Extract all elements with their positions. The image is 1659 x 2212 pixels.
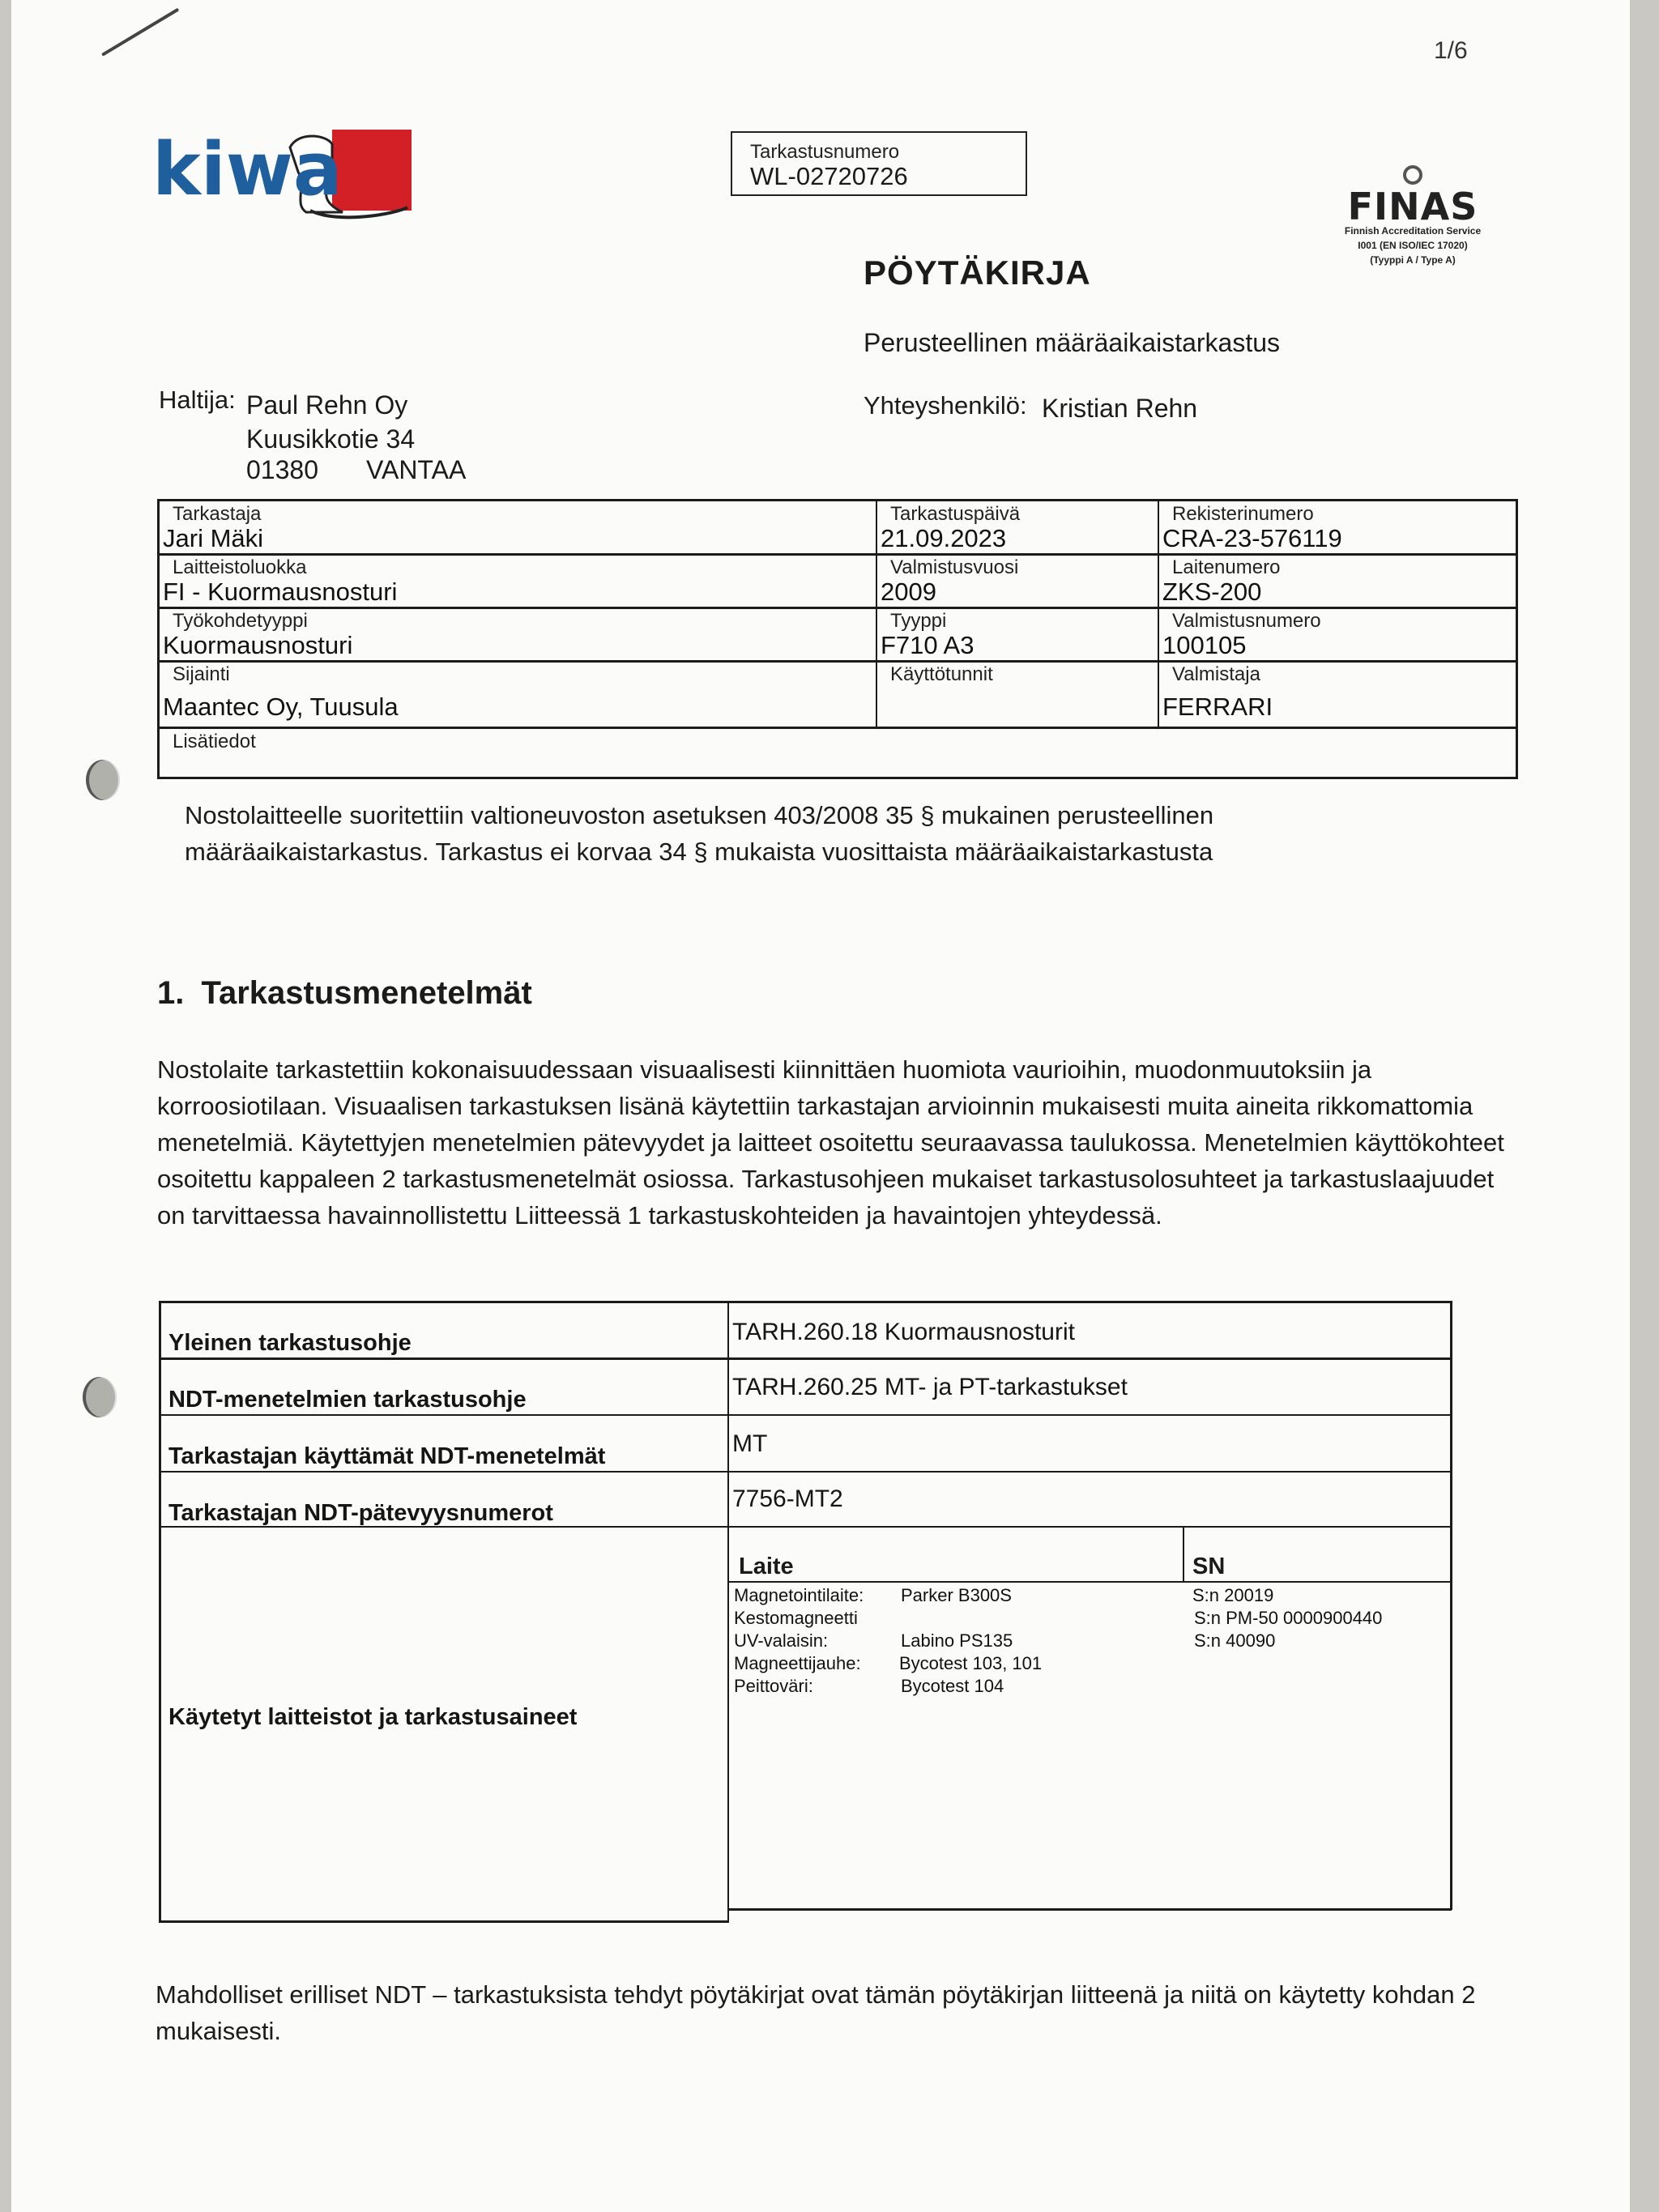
finas-type: (Tyyppi A / Type A) [1370,254,1456,266]
type-cell [877,608,1158,660]
hours-label: Käyttötunnit [890,663,993,685]
device-name: Peittoväri: [734,1676,813,1696]
finas-wordmark: FINAS [1347,185,1478,228]
hours-cell [877,662,1158,727]
year-value: 2009 [881,578,936,606]
ndt-methods-value: MT [732,1430,768,1457]
document-title: PÖYTÄKIRJA [864,254,1091,292]
inspection-number-box [731,131,1027,196]
class-cell [160,555,876,607]
general-guide-label: Yleinen tarkastusohje [168,1330,412,1356]
holder-postcode: 01380 [246,455,318,484]
ndt-qualification-value: 7756-MT2 [732,1485,843,1512]
class-label: Laitteistoluokka [173,556,307,578]
device-name: UV-valaisin: [734,1630,829,1651]
date-label: Tarkastuspäivä [890,503,1021,525]
device-no-cell [1159,555,1516,607]
page-number: 1/6 [1434,37,1468,64]
document-subtitle: Perusteellinen määräaikaistarkastus [864,328,1281,357]
equipment-label: Käytetyt laitteistot ja tarkastusaineet [168,1704,578,1730]
pen-mark [101,8,179,57]
finas-logo [1328,162,1498,275]
intro-paragraph: Nostolaitteelle suoritettiin valtioneuvoston asetuksen 403/2008 35 § mukainen perusteellinen määräaikaistarkastus. Tarkastus ei korvaa 34 § mukaista vuosittaista määräaikaistarkastusta [185,801,1214,866]
punch-hole-top [86,760,120,800]
extra-info-label: Lisätiedot [173,731,256,752]
device-model: Bycotest 104 [901,1676,1004,1696]
device-sn: S:n PM-50 0000900440 [1194,1608,1383,1628]
device-name: Magneettijauhe: [734,1653,861,1673]
punch-hole-bottom [83,1377,117,1417]
holder-street: Kuusikkotie 34 [246,424,416,454]
kiwa-logo [152,123,420,220]
location-cell [160,662,876,727]
holder-name: Paul Rehn Oy [246,390,408,420]
device-no-value: ZKS-200 [1162,578,1262,606]
device-header: Laite [739,1554,794,1579]
finas-accreditation-code: I001 (EN ISO/IEC 17020) [1358,240,1468,251]
contact-label: Yhteyshenkilö: [864,391,1027,420]
inspection-number-label: Tarkastusnumero [750,141,900,163]
reg-cell [1159,501,1516,553]
ndt-guide-value: TARH.260.25 MT- ja PT-tarkastukset [732,1374,1128,1400]
extra-info-cell [160,729,1516,779]
device-model: Labino PS135 [901,1630,1013,1651]
ndt-qualification-label: Tarkastajan NDT-pätevyysnumerot [168,1500,553,1526]
type-label: Tyyppi [890,610,947,632]
worktype-label: Työkohdetyyppi [173,610,308,632]
type-value: F710 A3 [881,631,975,659]
maker-label: Valmistaja [1172,663,1260,685]
worktype-cell [160,608,876,660]
inspector-value: Jari Mäki [163,524,264,552]
device-model: Bycotest 103, 101 [899,1653,1043,1673]
maker-cell [1159,662,1516,727]
location-value: Maantec Oy, Tuusula [163,693,399,721]
finas-caption: Finnish Accreditation Service [1344,225,1482,237]
section-paragraph: Nostolaite tarkastettiin kokonaisuudessaan visuaalisesti kiinnittäen huomiota vaurioihin, muodonmuutoksiin ja korroosiotilaan. Visuaalisen tarkastuksen lisänä käytettiin tarkastajan arvioinnin mukaisesti muita aineita rikkomattomia menetelmiä. Käytettyjen menetelmien pätevyydet ja laitteet osoitettu seuraavassa taulukossa. Menetelmien käyttökohteet osoitettu kappaleen 2 tarkastusmenetelmät osiossa. Tarkastusohjeen mukaiset tarkastusolosuhteet ja tarkastuslaajuudet on tarvittaessa havainnollistettu Liitteessä 1 tarkastuskohteiden ja havaintojen yhteydessä. [157,1055,1504,1230]
class-value: FI - Kuormausnosturi [163,578,398,606]
location-label: Sijainti [173,663,230,685]
footer-paragraph: Mahdolliset erilliset NDT – tarkastuksista tehdyt pöytäkirjat ovat tämän pöytäkirjan liitteenä ja niitä on käytetty kohdan 2 mukaisesti. [156,1980,1476,2045]
inspector-label: Tarkastaja [173,503,262,525]
year-cell [877,555,1158,607]
general-guide-value: TARH.260.18 Kuormausnosturit [732,1319,1075,1345]
device-name: Kestomagneetti [734,1608,858,1628]
reg-value: CRA-23-576119 [1162,524,1342,552]
methods-table [156,1301,1455,1923]
device-info-table [157,499,1518,779]
kiwa-logo-text: kiwa [152,127,343,212]
date-value: 21.09.2023 [881,524,1007,552]
serial-cell [1159,608,1516,660]
device-model: Parker B300S [901,1585,1012,1605]
device-no-label: Laitenumero [1172,556,1281,578]
section-heading [157,975,532,1012]
device-sn: S:n 40090 [1194,1630,1276,1651]
contact-value: Kristian Rehn [1042,394,1198,423]
device-sn: S:n 20019 [1192,1585,1274,1605]
ndt-methods-label: Tarkastajan käyttämät NDT-menetelmät [168,1443,606,1469]
finas-dot-icon [1403,165,1422,185]
ndt-guide-label: NDT-menetelmien tarkastusohje [168,1387,527,1413]
year-label: Valmistusvuosi [890,556,1019,578]
section-number: 1. [157,975,185,1011]
inspector-cell [160,501,876,553]
date-cell [877,501,1158,553]
holder-city: VANTAA [366,455,467,484]
holder-label: Haltija: [159,386,236,414]
section-title: Tarkastusmenetelmät [201,975,532,1011]
device-name: Magnetointilaite: [734,1585,864,1605]
maker-value: FERRARI [1162,693,1273,721]
reg-label: Rekisterinumero [1172,503,1314,525]
worktype-value: Kuormausnosturi [163,631,353,659]
sn-header: SN [1192,1554,1226,1579]
serial-value: 100105 [1162,631,1247,659]
inspection-number-value: WL-02720726 [750,162,908,190]
document-page [11,0,1630,2212]
serial-label: Valmistusnumero [1172,610,1321,632]
